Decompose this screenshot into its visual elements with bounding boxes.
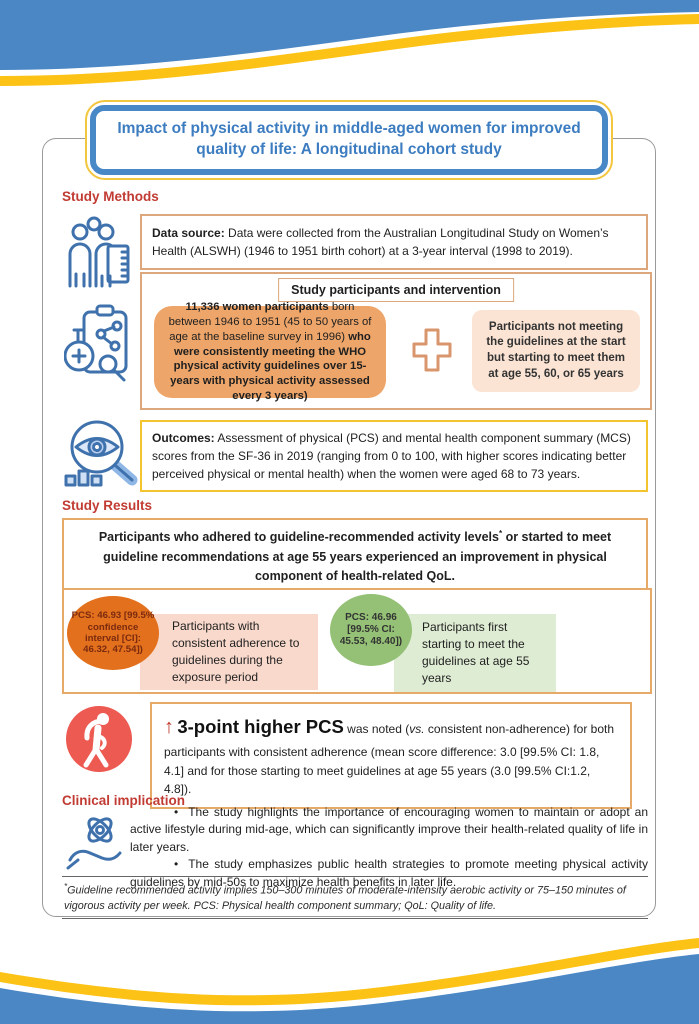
- highlight-finding-box: [150, 702, 632, 809]
- data-source-text: Data were collected from the Australian Longitudinal Study on Women’s Health (ALSWH) (1946 to 1951 birth cohort) at a 3-year interval (1998 to 2019).: [152, 226, 609, 258]
- hand-atom-icon: [64, 810, 126, 872]
- research-clipboard-icon: [64, 302, 130, 388]
- consistent-mid: born between 1946 to 1951 (45 to 50 years of age at the baseline survey in 1996): [168, 300, 372, 343]
- outcomes-text: Assessment of physical (PCS) and mental health component summary (MCS) scores from the SF-36 in 2019 (ranging from 0 to 100, with higher scores indicating better perceived physical or mental health) when the women were aged 68 to 73 years.: [152, 431, 631, 481]
- highlight-mid1: was noted (: [343, 722, 410, 736]
- clinical-implication-heading: Clinical implication: [62, 793, 186, 808]
- consistent-bold-lead: 11,336 women participants: [185, 300, 329, 313]
- participants-box: [140, 272, 652, 410]
- clinical-bullet-2-text: The study emphasizes public health strategies to promote meeting physical activity guidelines by mid-50s to maximize health benefits in later life.: [130, 857, 648, 889]
- participants-header: Study participants and intervention: [278, 278, 514, 302]
- starter-pcs-value: PCS: 46.96 [99.5% CI: 45.53, 48.40]): [339, 612, 403, 647]
- consistent-pcs-value: PCS: 46.93 [99.5% confidence interval [CI]: 46.32, 47.54]): [71, 610, 155, 656]
- footnote-asterisk: *: [64, 882, 68, 891]
- asterisk-superscript: *: [498, 529, 503, 538]
- people-group-icon: [64, 216, 134, 290]
- consistent-adherence-text: [164, 300, 376, 404]
- title-box: [85, 100, 613, 180]
- consistent-adherence-card: [154, 300, 386, 403]
- starter-pcs-oval: [330, 594, 412, 666]
- bullet-glyph: •: [174, 857, 179, 872]
- page-title: Impact of physical activity in middle-aged women for improved quality of life: A longitudinal cohort study: [117, 120, 581, 158]
- consistent-label-text: Participants with consistent adherence to guidelines during the exposure period: [172, 619, 300, 684]
- starters-text: Participants not meeting the guidelines at the start but starting to meet them at age 55, 60, or 65 years: [486, 320, 626, 380]
- outcomes-box: [140, 420, 648, 492]
- eye-magnifier-icon: [62, 418, 140, 490]
- consistent-pcs-oval: [67, 596, 159, 670]
- results-main-lead: Participants who adhered to guideline-recommended activity levels: [98, 530, 499, 545]
- footnote-text: Guideline recommended activity implies 150–300 minutes of moderate-intensity aerobic activity or 75–150 minutes of vigorous activity per week. PCS: Physical health component summary; QoL: Quality of life.: [64, 884, 626, 913]
- data-source-label: Data source:: [152, 226, 225, 240]
- top-wave-blue: [0, 0, 699, 70]
- highlight-big-text: 3-point higher PCS: [177, 716, 344, 737]
- clinical-bullet-1-text: The study highlights the importance of encouraging women to maintain or adopt an active lifestyle during mid-age, which can significantly improve their health-related quality of life in later years.: [130, 805, 648, 854]
- clinical-bullet-1: [130, 804, 648, 856]
- study-methods-heading: Study Methods: [62, 189, 159, 204]
- highlight-mid2: consistent non-adherence) for both participants with consistent adherence (mean score difference: 3.0 [99.5% CI: 1.8, 4.1] and for those starting to meet guidelines at age 55 years (3.0 [99.5% CI:1.2, 4.8]).: [164, 722, 615, 797]
- bullet-glyph: •: [174, 805, 179, 819]
- consistent-label-card: [140, 614, 318, 690]
- results-main-tail: or started to meet guideline recommendations at age 55 years experienced an improvement in physical component of health-related QoL.: [103, 530, 612, 583]
- starter-label-card: [394, 614, 556, 692]
- exercise-person-icon: [66, 706, 132, 772]
- data-source-box: [140, 214, 648, 270]
- outcomes-label: Outcomes:: [152, 431, 215, 445]
- top-wave-decoration: [0, 0, 699, 92]
- results-comparison-box: [62, 588, 652, 694]
- bottom-wave-decoration: [0, 924, 699, 1024]
- footnote: [62, 876, 648, 919]
- starter-label-text: Participants first starting to meet the guidelines at age 55 years: [422, 620, 530, 685]
- up-arrow: ↑: [164, 716, 174, 738]
- study-results-heading: Study Results: [62, 498, 153, 513]
- title-box-inner: [90, 105, 608, 175]
- starters-card: [472, 310, 640, 392]
- highlight-vs: vs.: [409, 722, 425, 736]
- plus-icon: [410, 322, 454, 378]
- consistent-bold-tail: who were consistently meeting the WHO physical activity guidelines over 15-years with physical activity assessed every 3 years): [170, 330, 371, 403]
- results-main-box: [62, 518, 648, 596]
